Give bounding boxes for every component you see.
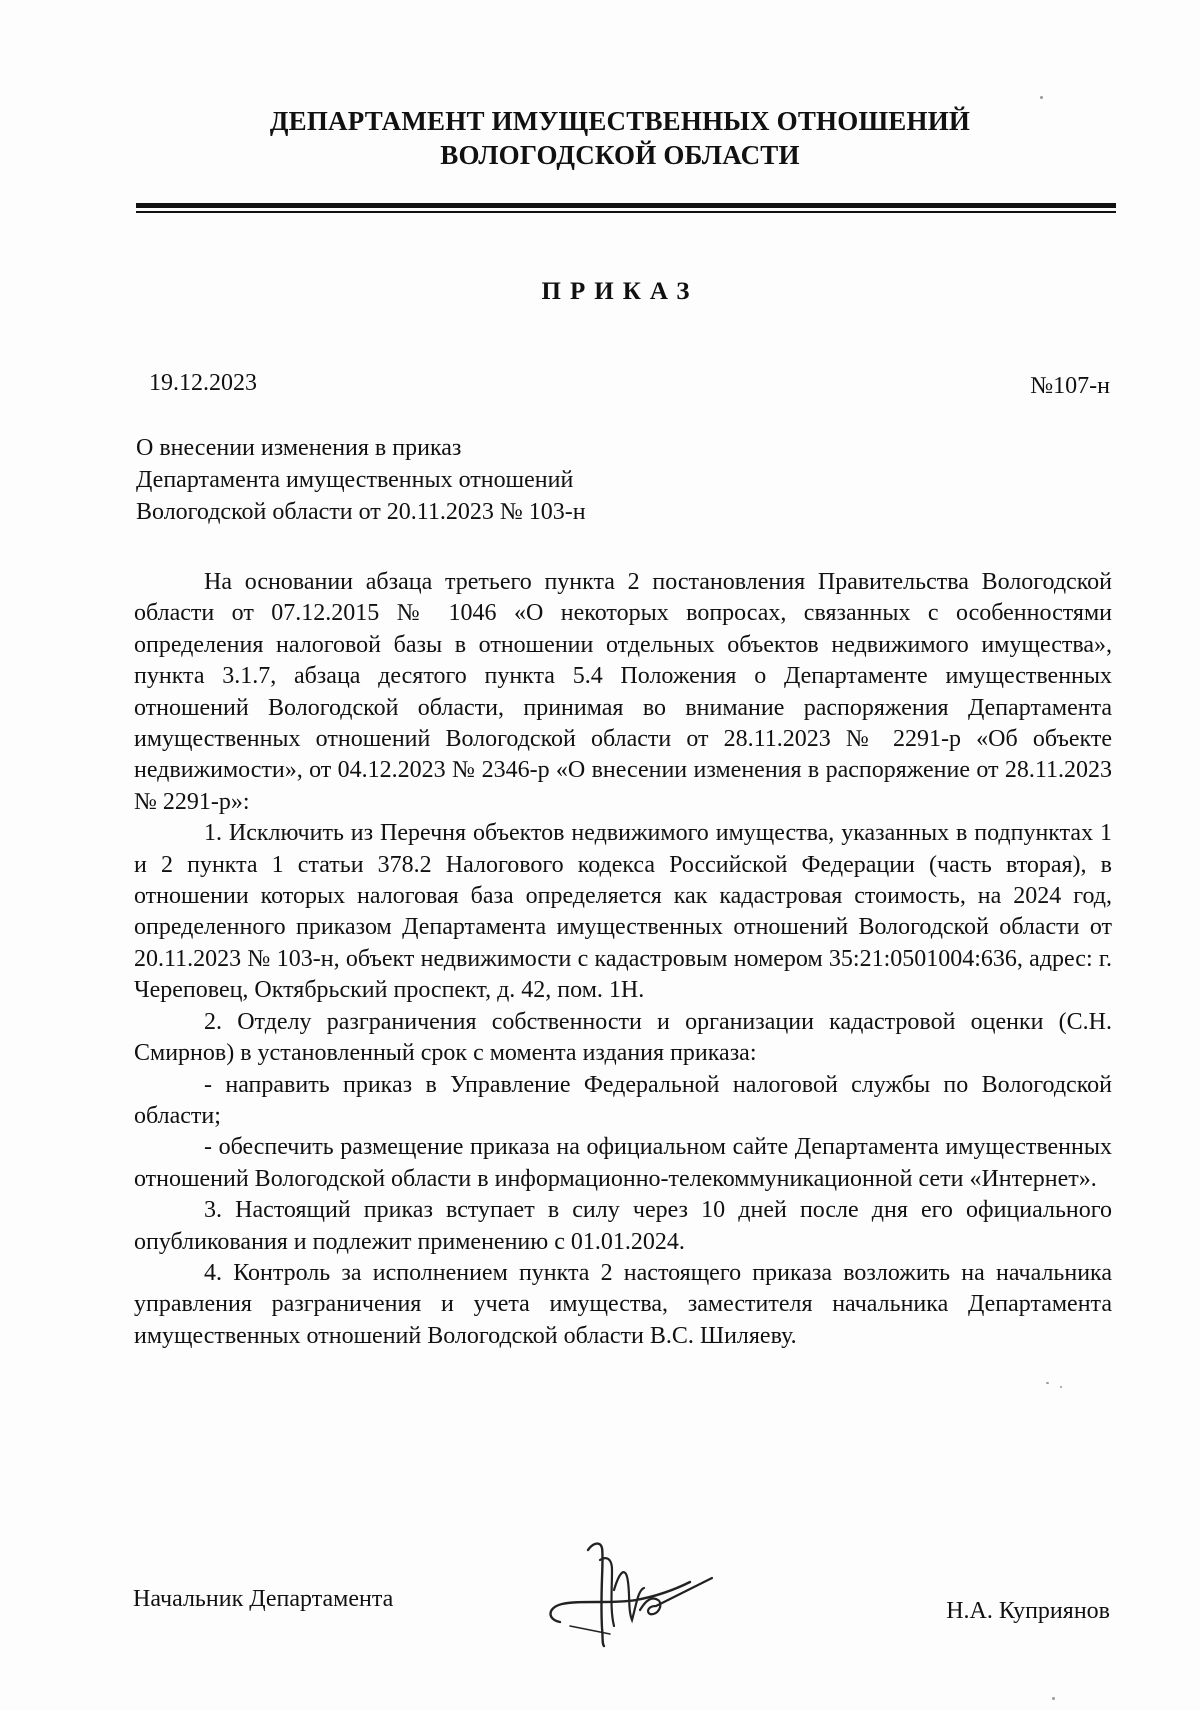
subject-line: О внесении изменения в приказ	[136, 435, 462, 461]
handwritten-signature	[540, 1530, 720, 1648]
subject-line: Вологодской области от 20.11.2023 № 103-н	[136, 499, 586, 525]
header-rule-thick	[136, 203, 1116, 208]
clause-4-paragraph: 4. Контроль за исполнением пункта 2 настоящего приказа возложить на начальника управления разграничения и учета имущества, заместителя начальника Департамента имущественных отношений Вологодской области В.С. Шиляеву.	[134, 1259, 1112, 1349]
subject-line: Департамента имущественных отношений	[136, 467, 574, 493]
clause-2-item-paragraph: - направить приказ в Управление Федеральной налоговой службы по Вологодской области;	[134, 1071, 1112, 1129]
clause-2-paragraph: 2. Отделу разграничения собственности и организации кадастровой оценки (С.Н. Смирнов) в установленный срок с момента издания приказа:	[134, 1008, 1112, 1067]
signatory-position: Начальник Департамента	[133, 1586, 394, 1612]
clause-3-paragraph: 3. Настоящий приказ вступает в силу через 10 дней после дня его официального опубликования и подлежит применению с 01.01.2024.	[134, 1197, 1112, 1255]
document-date: 19.12.2023	[149, 370, 257, 396]
scan-speck	[1060, 1386, 1062, 1388]
signatory-name: Н.А. Куприянов	[946, 1598, 1110, 1624]
document-number: №107-н	[1030, 373, 1110, 399]
organization-name-line-2: ВОЛОГОДСКОЙ ОБЛАСТИ	[440, 140, 800, 170]
scan-speck	[1040, 96, 1043, 99]
clause-2-item-paragraph: - обеспечить размещение приказа на официальном сайте Департамента имущественных отношений Вологодской области в информационно-телекоммуникационной сети «Интернет».	[134, 1134, 1112, 1192]
document-body	[134, 567, 1112, 1352]
header-rule-thin	[136, 211, 1116, 213]
scan-speck	[1052, 1697, 1055, 1700]
document-type: ПРИКАЗ	[541, 278, 699, 305]
scan-speck	[1046, 1382, 1049, 1384]
clause-1-paragraph: 1. Исключить из Перечня объектов недвижимого имущества, указанных в подпунктах 1 и 2 пункта 1 статьи 378.2 Налогового кодекса Российской Федерации (часть вторая), в отношении которых налоговая база определяется как кадастровая стоимость, на 2024 год, определенного приказом Департамента имущественных отношений Вологодской области от 20.11.2023 № 103-н, объект недвижимости с кадастровым номером 35:21:0501004:636, адрес: г. Череповец, Октябрьский проспект, д. 42, пом. 1Н.	[134, 820, 1112, 1004]
organization-header	[0, 104, 1200, 172]
signature-block	[0, 1574, 1200, 1664]
document-subject	[136, 432, 586, 528]
preamble-paragraph: На основании абзаца третьего пункта 2 постановления Правительства Вологодской области от 07.12.2015 № 1046 «О некоторых вопросах, связанных с особенностями определения налоговой базы в отношении отдельных объектов недвижимого имущества», пункта 3.1.7, абзаца десятого пункта 5.4 Положения о Департаменте имущественных отношений Вологодской области, принимая во внимание распоряжения Департамента имущественных отношений Вологодской области от 28.11.2023 № 2291-р «Об объекте недвижимости», от 04.12.2023 № 2346-р «О внесении изменения в распоряжение от 28.11.2023 № 2291-р»:	[134, 569, 1112, 815]
organization-name-line-1: ДЕПАРТАМЕНТ ИМУЩЕСТВЕННЫХ ОТНОШЕНИЙ	[269, 106, 971, 136]
